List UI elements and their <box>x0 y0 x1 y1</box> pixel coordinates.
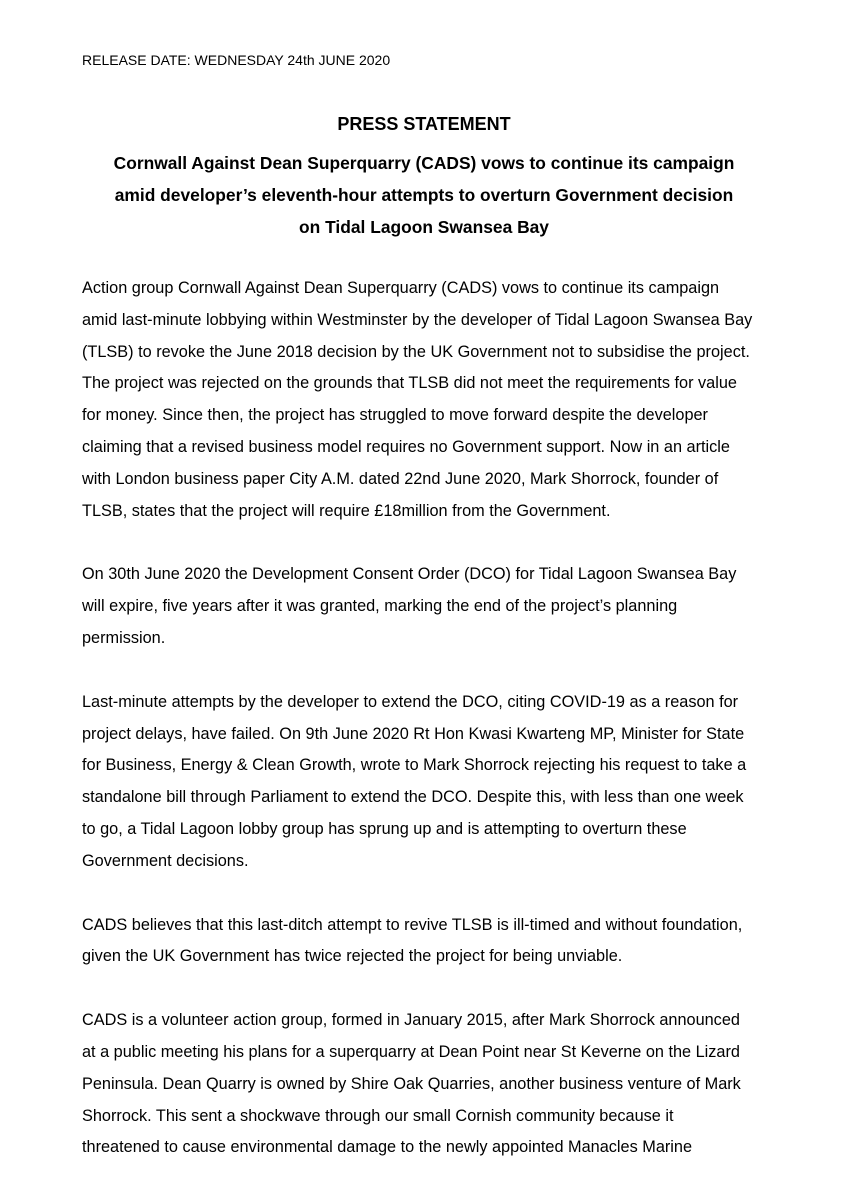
document-title: PRESS STATEMENT <box>337 114 511 134</box>
paragraph-line: for money. Since then, the project has struggled to move forward despite the developer <box>82 406 708 425</box>
paragraph-line: with London business paper City A.M. dated 22nd June 2020, Mark Shorrock, founder of <box>82 469 719 488</box>
paragraph-line: (TLSB) to revoke the June 2018 decision by the UK Government not to subsidise the project. <box>82 342 750 361</box>
paragraph-line: CADS is a volunteer action group, formed in January 2015, after Mark Shorrock announced <box>82 1011 740 1030</box>
paragraph <box>82 273 782 527</box>
paragraph <box>82 910 782 974</box>
paragraph-line: Action group Cornwall Against Dean Superquarry (CADS) vows to continue its campaign <box>82 279 720 297</box>
paragraph-line: Shorrock. This sent a shockwave through our small Cornish community because it <box>82 1106 674 1125</box>
paragraph-line: permission. <box>82 628 166 647</box>
paragraph-line: standalone bill through Parliament to extend the DCO. Despite this, with less than one week <box>82 788 744 807</box>
body-text <box>82 273 782 1196</box>
paragraph <box>82 687 782 878</box>
paragraph-line: TLSB, states that the project will require £18million from the Government. <box>82 501 611 520</box>
paragraph-line: CADS believes that this last-ditch attempt to revive TLSB is ill-timed and without foundation, <box>82 915 743 934</box>
paragraph-line: will expire, five years after it was granted, marking the end of the project’s planning <box>82 597 678 616</box>
paragraph-line: amid last-minute lobbying within Westminster by the developer of Tidal Lagoon Swansea Bay <box>82 310 753 329</box>
headline-line: amid developer’s eleventh-hour attempts to overturn Government decision <box>114 185 734 205</box>
headline-line: on Tidal Lagoon Swansea Bay <box>299 217 549 237</box>
paragraph <box>82 1005 782 1164</box>
paragraph-line: Last-minute attempts by the developer to extend the DCO, citing COVID-19 as a reason for <box>82 692 739 711</box>
paragraph-line: claiming that a revised business model requires no Government support. Now in an article <box>82 437 730 456</box>
paragraph-line: for Business, Energy & Clean Growth, wrote to Mark Shorrock rejecting his request to take a <box>82 756 747 775</box>
headline <box>70 147 778 243</box>
paragraph <box>82 559 782 654</box>
paragraph-line: at a public meeting his plans for a superquarry at Dean Point near St Keverne on the Lizard <box>82 1042 740 1061</box>
paragraph-line: On 30th June 2020 the Development Consent Order (DCO) for Tidal Lagoon Swansea Bay <box>82 565 737 584</box>
paragraph-line: given the UK Government has twice rejected the project for being unviable. <box>82 947 623 966</box>
paragraph-line: threatened to cause environmental damage to the newly appointed Manacles Marine <box>82 1138 693 1157</box>
paragraph-line: The project was rejected on the grounds that TLSB did not meet the requirements for value <box>82 374 737 393</box>
paragraph-line: project delays, have failed. On 9th June 2020 Rt Hon Kwasi Kwarteng MP, Minister for State <box>82 724 745 743</box>
paragraph-line: Government decisions. <box>82 851 249 870</box>
paragraph-line: to go, a Tidal Lagoon lobby group has sprung up and is attempting to overturn these <box>82 819 687 838</box>
headline-line: Cornwall Against Dean Superquarry (CADS) vows to continue its campaign <box>113 153 735 173</box>
release-date: RELEASE DATE: WEDNESDAY 24th JUNE 2020 <box>82 52 391 68</box>
paragraph-line: Peninsula. Dean Quarry is owned by Shire Oak Quarries, another business venture of Mark <box>82 1074 741 1093</box>
